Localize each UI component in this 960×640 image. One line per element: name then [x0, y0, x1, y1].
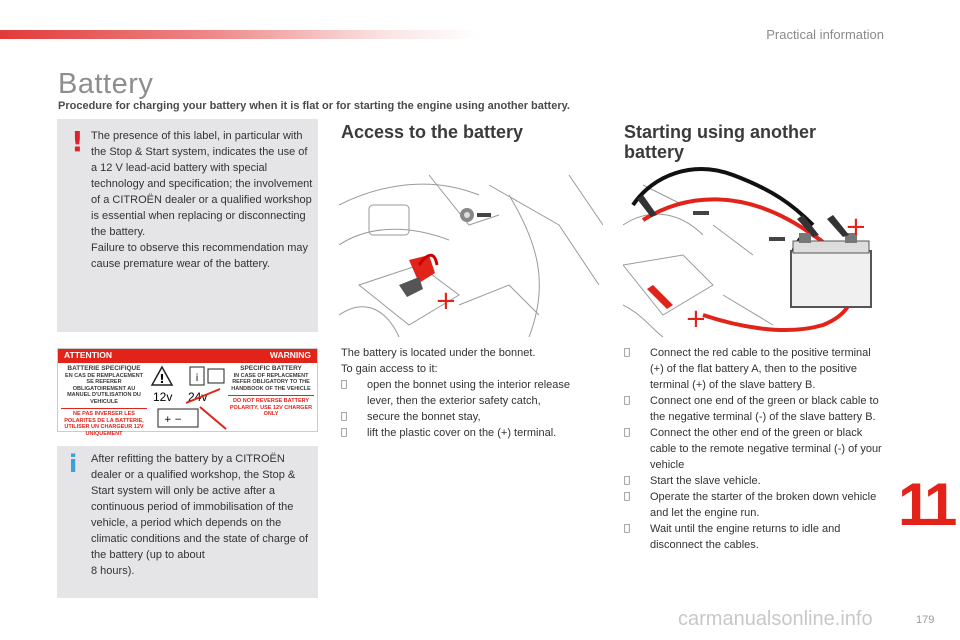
starting-step: Wait until the engine returns to idle and disconnect the cables. [650, 523, 841, 551]
access-step: secure the bonnet stay, [367, 411, 481, 423]
bullet-icon [624, 393, 630, 409]
bullet-icon [624, 425, 630, 441]
label-header [58, 349, 317, 363]
label-warning: WARNING [269, 350, 311, 360]
bullet-icon [341, 409, 347, 425]
bullet-icon [341, 377, 347, 393]
access-body [341, 345, 597, 441]
bullet-icon [624, 489, 630, 505]
page-number: 179 [916, 614, 935, 626]
bullet-icon [624, 521, 630, 537]
access-title: Access to the battery [341, 122, 524, 142]
list-item [624, 393, 886, 425]
label-pictograms [150, 365, 228, 431]
info-box [57, 446, 318, 598]
warning-text: The presence of this label, in particular with the Stop & Start system, indicates the use of a 12 V lead-acid battery with special technology and specification; the involvement of a CITROËN dealer or a qualified workshop is essential when replacing or disconnecting the battery. Failure to observe this recommendation may cause premature wear of the battery. [91, 130, 313, 270]
label-fr-warn: NE PAS INVERSER LES POLARITES DE LA BATTERIE, UTILISER UN CHARGEUR 12V UNIQUEMENT [61, 408, 147, 437]
list-item [341, 409, 597, 425]
label-en-title: SPECIFIC BATTERY [240, 365, 302, 372]
list-item [624, 489, 886, 521]
label-12v: 12v [153, 390, 173, 404]
bullet-icon [341, 425, 347, 441]
engine-bay-illustration [339, 165, 603, 337]
starting-title: Starting using another battery [624, 122, 817, 162]
starting-body [624, 345, 886, 553]
list-item [341, 377, 597, 409]
label-english-column [228, 366, 314, 418]
starting-step: Start the slave vehicle. [650, 475, 761, 487]
label-en-text: IN CASE OF REPLACEMENT REFER OBLIGATORY TO THE HANDBOOK OF THE VEHICLE [231, 372, 311, 392]
list-item [341, 425, 597, 441]
svg-text:i: i [195, 373, 199, 384]
label-french-column [61, 366, 147, 437]
starting-step: Operate the starter of the broken down vehicle and let the engine run. [650, 491, 877, 519]
svg-text:+: + [435, 286, 457, 316]
svg-text:+: + [685, 304, 707, 334]
starting-step: Connect one end of the green or black cable to the negative terminal (-) of the slave battery B. [650, 395, 879, 423]
exclamation-icon: ! [71, 125, 84, 158]
label-24v: 24v [188, 390, 208, 404]
section-name: Practical information [766, 27, 884, 42]
access-step: lift the plastic cover on the (+) terminal. [367, 427, 557, 439]
list-item [624, 473, 886, 489]
label-attention: ATTENTION [64, 350, 113, 360]
access-intro: The battery is located under the bonnet. To gain access to it: [341, 347, 536, 375]
svg-text:+: + [845, 212, 867, 242]
info-text: After refitting the battery by a CITROËN dealer or a qualified workshop, the Stop & Start system will only be active after a continuous period of immobilisation of the vehicle, a period which depends on the climatic conditions and the state of charge of the battery (up to about 8 hours). [91, 453, 309, 577]
svg-text:!: ! [159, 372, 165, 386]
svg-text:+ −: + − [164, 415, 182, 425]
bullet-icon [624, 345, 630, 361]
page-title: Battery [58, 68, 154, 100]
chapter-number: 11 [898, 471, 954, 538]
label-fr-title: BATTERIE SPECIFIQUE [67, 365, 141, 372]
watermark: carmanualsonline.info [678, 608, 873, 630]
label-en-warn: DO NOT REVERSE BATTERY POLARITY, USE 12V CHARGER ONLY [228, 395, 314, 418]
access-step: open the bonnet using the interior release lever, then the exterior safety catch, [367, 379, 571, 407]
starting-step: Connect the other end of the green or black cable to the remote negative terminal (-) of your vehicle [650, 427, 882, 471]
jump-start-illustration [623, 165, 887, 337]
starting-step: Connect the red cable to the positive terminal (+) of the flat battery A, then to the positive terminal (+) of the slave battery B. [650, 347, 871, 391]
battery-warning-label [57, 348, 318, 437]
warning-box [57, 119, 318, 332]
info-icon: i [69, 450, 78, 478]
page-subtitle: Procedure for charging your battery when it is flat or for starting the engine using another battery. [58, 100, 570, 112]
header-accent-bar [0, 30, 480, 39]
bullet-icon [624, 473, 630, 489]
list-item [624, 521, 886, 553]
label-fr-text: EN CAS DE REMPLACEMENT SE REFERER OBLIGATOIREMENT AU MANUEL D'UTILISATION DU VEHICULE [65, 372, 143, 405]
list-item [624, 425, 886, 473]
list-item [624, 345, 886, 393]
